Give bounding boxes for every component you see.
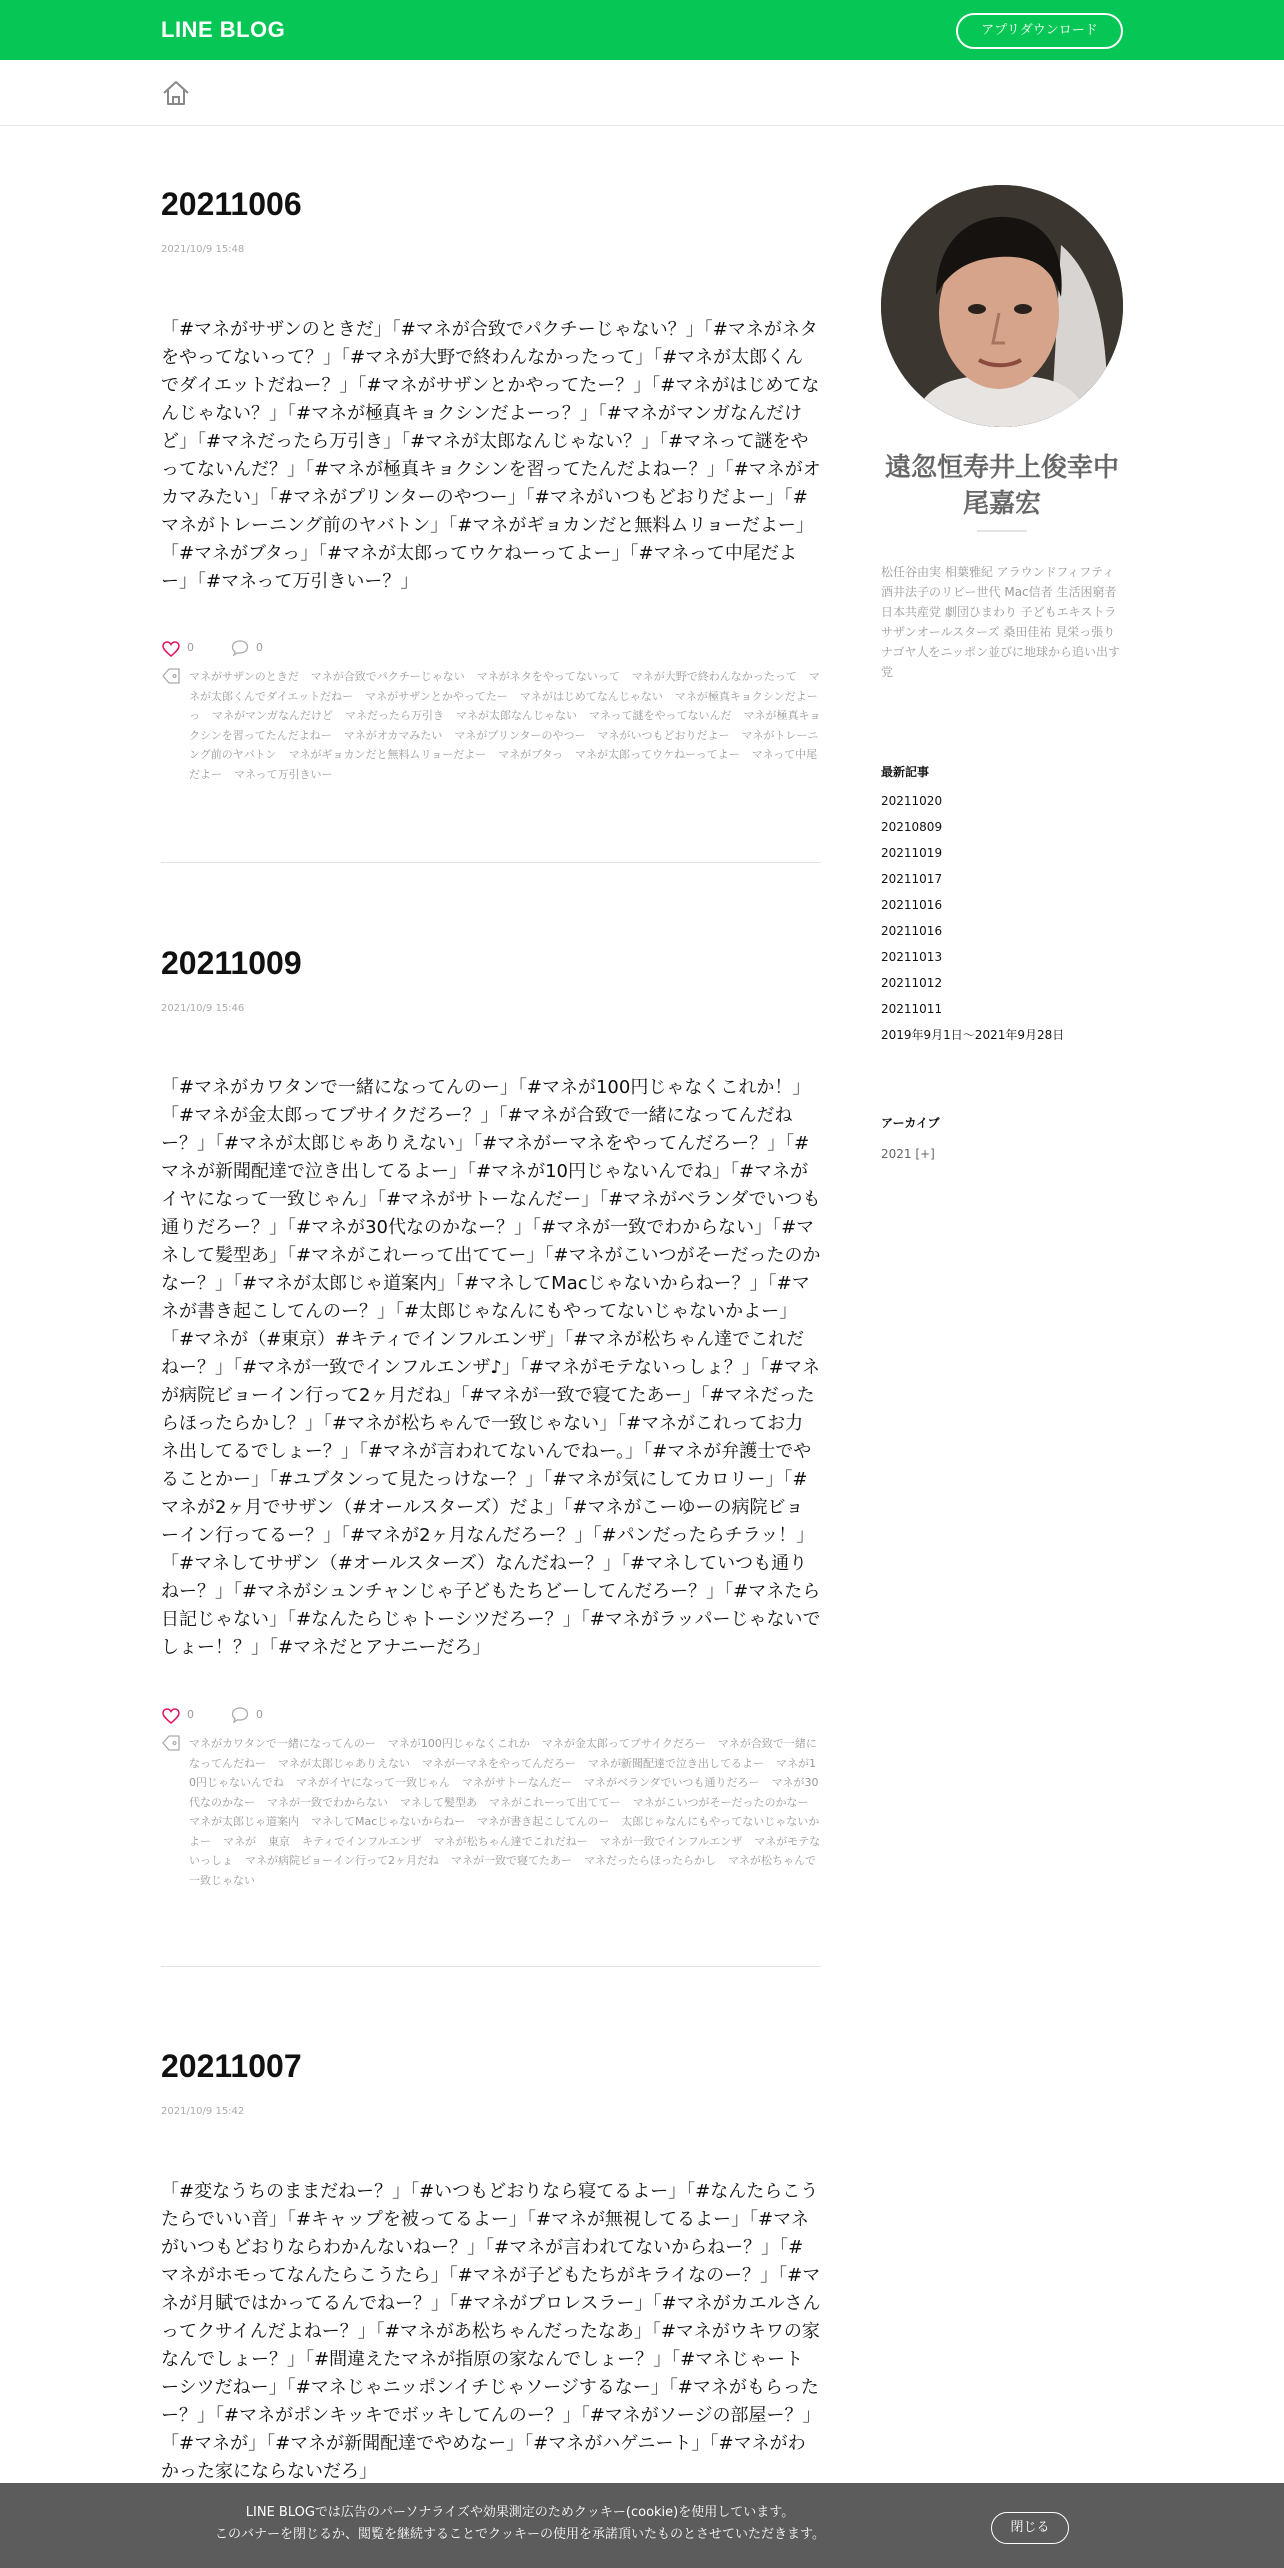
recent-post-link[interactable]: 20211017 (881, 872, 943, 886)
comment-icon[interactable] (231, 639, 249, 657)
tag-link[interactable]: マネが新聞配達で泣き出してるよー (588, 1756, 764, 1770)
tag-link[interactable]: キティでインフルエンザ (302, 1834, 422, 1848)
top-bar (0, 0, 1284, 60)
comment-icon[interactable] (231, 1706, 249, 1724)
post-date: 2021/10/9 15:42 (161, 2106, 245, 2117)
tag-link[interactable]: 東京 (268, 1834, 290, 1848)
tag-link[interactable]: マネが松ちゃんで一致じゃない (189, 1854, 816, 1887)
tag-link[interactable]: 太郎じゃなんにもやってないじゃないかよー (189, 1815, 820, 1848)
tag-list (189, 667, 821, 784)
recent-post-link[interactable]: 20210809 (881, 820, 943, 834)
tag-link[interactable]: マネが100円じゃなくこれか (387, 1737, 530, 1750)
comment-count: 0 (256, 641, 263, 654)
tag-link[interactable]: マネがブタっ (498, 748, 564, 761)
sub-navigation (0, 60, 1284, 126)
recent-posts-heading: 最新記事 (881, 765, 930, 779)
cookie-close-button[interactable]: 閉じる (991, 2512, 1069, 2544)
tag-link[interactable]: マネがーマネをやってんだろー (422, 1756, 576, 1770)
profile-separator (977, 530, 1027, 532)
tag-link[interactable]: マネが金太郎ってブサイクだろー (541, 1737, 706, 1750)
tag-link[interactable]: マネが太郎じゃありえない (278, 1756, 410, 1770)
tag-link[interactable]: マネが松ちゃん達でこれだねー (433, 1834, 588, 1848)
tag-link[interactable]: マネがベランダでいつも通りだろー (584, 1776, 760, 1789)
tag-link[interactable]: マネがトレーニング前のヤバトン (189, 728, 819, 761)
post-divider (161, 862, 821, 863)
comment-count: 0 (256, 1708, 263, 1721)
tag-link[interactable]: マネが極真キョクシンだよーっ (189, 689, 818, 722)
tag-link[interactable]: マネがプリンターのやつー (454, 728, 586, 742)
post-tags (161, 667, 821, 784)
tag-link[interactable]: マネが一致でわからない (267, 1795, 388, 1809)
tag-icon (161, 1734, 181, 1752)
tag-link[interactable]: マネがオカマみたい (343, 728, 443, 742)
tag-link[interactable]: マネがいつもどおりだよー (597, 728, 730, 742)
tag-link[interactable]: マネって謎をやってないんだ (589, 709, 732, 722)
tag-list (189, 1734, 821, 1890)
post-title[interactable]: 20211007 (161, 2048, 302, 2084)
archive-heading: アーカイブ (881, 1116, 940, 1130)
post-title[interactable]: 20211009 (161, 945, 302, 981)
recent-post-link[interactable]: 20211012 (881, 976, 943, 990)
tag-link[interactable]: マネって中尾だよー (189, 748, 818, 781)
home-icon[interactable] (161, 78, 191, 108)
post-date: 2021/10/9 15:48 (161, 244, 245, 255)
post-body: 「#マネがサザンのときだ」「#マネが合致でパクチーじゃない？」「#マネがネタをやってないって？」「#マネが大野で終わんなかったって」「#マネが太郎くんでダイエットだねー？」「#マネがサザンとかやってたー？」「#マネがはじめてなんじゃない？」「#マネが極真キョクシンだよーっ？」「#マネがマンガなんだけど」「#マネだったら万引き」「#マネが太郎なんじゃない？」「#マネって謎をやってないんだ？」「#マネが極真キョクシンを習ってたんだよねー？」「#マネがオカマみたい」「#マネがプリンターのやつー」「#マネがいつもどおりだよー」「#マネがトレーニング前のヤバトン」「#マネがギョカンだと無料ムリョーだよー」「#マネがブタっ」「#マネが太郎ってウケねーってよー」「#マネって中尾だよー」「#マネって万引きいー？」 (161, 319, 821, 592)
tag-icon (161, 667, 181, 685)
tag-link[interactable]: マネがマンガなんだけど (212, 709, 333, 722)
tag-link[interactable]: マネして髪型あ (400, 1795, 477, 1809)
recent-posts-list (881, 792, 1123, 1052)
tag-link[interactable]: マネがネタをやってないって (476, 670, 620, 683)
tag-link[interactable]: マネが太郎じゃ道案内 (189, 1815, 299, 1828)
tag-link[interactable]: マネが太郎ってウケねーってよー (575, 748, 740, 761)
recent-post-link[interactable]: 20211016 (881, 898, 943, 912)
tag-link[interactable]: マネが10円じゃないんでね (189, 1756, 816, 1789)
post-tags (161, 1734, 821, 1890)
recent-post-link[interactable]: 20211011 (881, 1002, 943, 1016)
recent-post-link[interactable]: 20211019 (881, 846, 943, 860)
profile-description: 松任谷由実 相葉雅紀 アラウンドフィフティ 酒井法子のリビー世代 Mac信者 生活困窮者 日本共産党 劇団ひまわり 子どもエキストラ サザンオールスターズ 桑田佳祐 見栄っ張りナゴヤ人をニッポン並びに地球から追い出す党 (881, 565, 1121, 679)
tag-link[interactable]: マネが一致で寝てたあー (451, 1854, 572, 1867)
tag-link[interactable]: マネが合致でパクチーじゃない (310, 670, 465, 683)
tag-link[interactable]: マネが書き起こしてんのー (477, 1815, 610, 1828)
tag-link[interactable]: マネが合致で一緒になってんだねー (189, 1737, 817, 1770)
profile-avatar[interactable] (881, 185, 1123, 427)
tag-link[interactable]: マネだったらほったらかし (584, 1854, 716, 1867)
like-count: 0 (187, 1708, 194, 1721)
post-body: 「#マネがカワタンで一緒になってんのー」「#マネが100円じゃなくこれか！」「#マネが金太郎ってブサイクだろー？」「#マネが合致で一緒になってんだねー？」「#マネが太郎じゃありえない」「#マネがーマネをやってんだろー？」「#マネが新聞配達で泣き出してるよー」「#マネが10円じゃないんでね」「#マネがイヤになって一致じゃん」「#マネがサトーなんだー」「#マネがベランダでいつも通りだろー？」「#マネが30代なのかなー？」「#マネが一致でわからない」「#マネして髪型あ」「#マネがこれーって出ててー」「#マネがこいつがそーだったのかなー？」「#マネが太郎じゃ道案内」「#マネしてMacじゃないからねー？」「#マネが書き起こしてんのー？」「#太郎じゃなんにもやってないじゃないかよー」「#マネが（#東京）#キティでインフルエンザ」「#マネが松ちゃん達でこれだねー？」「#マネが一致でインフルエンザ♪」「#マネがモテないっしょ？」「#マネが病院ビョーイン行って2ヶ月だね」「#マネが一致で寝てたあー」「#マネだったらほったらかし？」「#マネが松ちゃんで一致じゃない」「#マネがこれってお力ネ出してるでしょー？」「#マネが言われてないんでねー。」「#マネが弁護士でやることかー」「#ユブタンって見たっけなー？」「#マネが気にしてカロリー」「#マネが2ヶ月でサザン（#オールスターズ）だよ」「#マネがこーゆーの病院ビョーイン行ってるー？」「#マネが2ヶ月なんだろー？」「#パンだったらチラッ！」「#マネしてサザン（#オールスターズ）なんだねー？」「#マネしていつも通りねー？」「#マネがシュンチャンじゃ子どもたちどーしてんだろー？」「#マネたら日記じゃない」「#なんたらじゃトーシツだろー？」「#マネがラッパーじゃないでしょー！？」「#マネだとアナニーだろ」 (161, 1077, 821, 1658)
tag-link[interactable]: マネがカワタンで一緒になってんのー (189, 1737, 376, 1750)
archive-item[interactable]: 2021 [+] (881, 1147, 935, 1161)
tag-link[interactable]: マネがイヤになって一致じゃん (296, 1776, 450, 1789)
tag-link[interactable]: マネが極真キョクシンを習ってたんだよねー (189, 709, 821, 742)
recent-post-link[interactable]: 2019年9月1日〜2021年9月28日 (881, 1028, 1065, 1042)
heart-icon[interactable] (161, 639, 181, 659)
cookie-message (100, 2502, 940, 2546)
tag-link[interactable]: マネが太郎くんでダイエットだねー (189, 670, 820, 703)
heart-icon[interactable] (161, 1706, 181, 1726)
recent-post-link[interactable]: 20211013 (881, 950, 943, 964)
cookie-message-line: このバナーを閉じるか、閲覧を継続することでクッキーの使用を承諾頂いたものとさせていただきます。 (215, 2527, 825, 2542)
like-count: 0 (187, 641, 194, 654)
recent-post-link[interactable]: 20211016 (881, 924, 943, 938)
tag-link[interactable]: マネがギョカンだと無料ムリョーだよー (288, 748, 487, 761)
tag-link[interactable]: マネが太郎なんじゃない (456, 709, 577, 722)
tag-link[interactable]: マネがサザンとかやってたー (365, 689, 508, 703)
tag-link[interactable]: マネがこいつがそーだったのかなー (632, 1795, 809, 1809)
app-download-button[interactable]: アプリダウンロード (956, 13, 1123, 49)
tag-link[interactable]: マネしてMacじゃないからねー (311, 1815, 466, 1828)
cookie-message-line: LINE BLOGでは広告のパーソナライズや効果測定のためクッキー(cookie)を使用しています。 (245, 2505, 795, 2520)
post-body: 「#変なうちのままだねー？」「#いつもどおりなら寝てるよー」「#なんたらこうたらでいい音」「#キャップを被ってるよー」「#マネが無視してるよー」「#マネがいつもどおりならわかんないねー？」「#マネが言われてないからねー？」「#マネがホモってなんたらこうたら」「#マネが子どもたちがキライなのー？」「#マネが月賦ではかってるんでねー？」「#マネがプロレスラー」「#マネがカエルさんってクサイんだよねー？」「#マネがあ松ちゃんだったなあ」「#マネがウキワの家なんでしょー？」「#間違えたマネが指原の家なんでしょー？」「#マネじゃートーシツだねー」「#マネじゃニッポンイチじゃソージするなー」「#マネがもらったー？」「#マネがポンキッキでボッキしてんのー？」「#マネがソージの部屋ー？」「#マネが」「#マネが新聞配達でやめなー」「#マネがハゲニート」「#マネがわかった家にならないだろ」 (161, 2181, 821, 2482)
tag-link[interactable]: マネだったら万引き (345, 709, 444, 722)
tag-link[interactable]: マネが大野で終わんなかったって (631, 670, 797, 683)
tag-link[interactable]: マネが (223, 1834, 256, 1848)
tag-link[interactable]: マネが30代なのかなー (189, 1776, 819, 1809)
tag-link[interactable]: マネって万引きいー (234, 767, 333, 781)
line-blog-logo[interactable]: LINE BLOG (161, 17, 286, 42)
post-divider (161, 1966, 821, 1967)
post-date: 2021/10/9 15:46 (161, 1003, 245, 1014)
profile-name[interactable]: 遠忽恒寿井上俊幸中尾嘉宏 (884, 453, 1119, 519)
tag-link[interactable]: マネが一致でインフルエンザ (599, 1834, 743, 1848)
recent-post-link[interactable]: 20211020 (881, 794, 943, 808)
post-title[interactable]: 20211006 (161, 186, 302, 222)
tag-link[interactable]: マネがはじめてなんじゃない (519, 689, 663, 703)
tag-link[interactable]: マネがモテないっしょ (189, 1834, 821, 1867)
tag-link[interactable]: マネがサトーなんだー (462, 1776, 572, 1789)
tag-link[interactable]: マネがサザンのときだ (189, 670, 299, 683)
tag-link[interactable]: マネが病院ビョーイン行って2ヶ月だね (245, 1854, 439, 1867)
tag-link[interactable]: マネがこれーって出ててー (489, 1795, 621, 1809)
